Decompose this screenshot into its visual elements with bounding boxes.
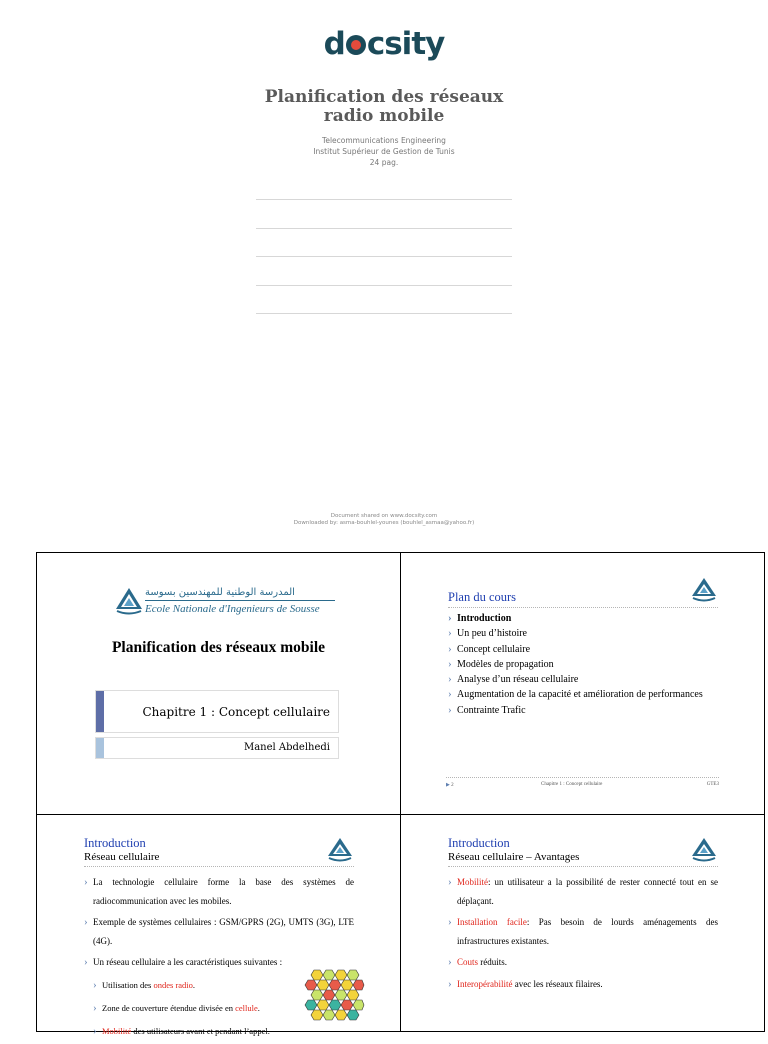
school-emblem-icon — [691, 837, 717, 863]
divider — [256, 313, 512, 342]
divider — [256, 199, 512, 228]
slide-grid — [36, 552, 765, 1036]
footer-class: GTE3 — [706, 782, 719, 787]
page-number — [446, 782, 454, 788]
docsity-logo-mark-icon — [346, 35, 366, 55]
cover-divider-lines — [256, 199, 512, 342]
school-name-arabic: المدرسة الوطنية للمهندسين بسوسة — [145, 587, 295, 598]
document-title — [0, 88, 768, 126]
highlight-text: Mobilité — [457, 877, 488, 887]
highlight-text: Installation facile — [457, 917, 527, 927]
slide-plan — [401, 553, 765, 814]
slide-heading: Introduction — [84, 836, 146, 850]
text-segment: . — [257, 1002, 260, 1013]
document-subject[interactable]: Telecommunications Engineering — [322, 136, 446, 145]
document-title-line1: Planification des réseaux — [264, 87, 504, 107]
list-item: › Un réseau cellulaire a les caractéristiques suivantes : — [84, 953, 354, 972]
text-segment: : Pas besoin de lourds aménagements des infrastructures existantes. — [457, 917, 718, 946]
shared-line: Document shared on www.docsity.com — [330, 513, 438, 519]
text-segment: avec les réseaux filaires. — [512, 978, 603, 989]
course-plan-list — [448, 611, 718, 718]
school-name-underline — [145, 600, 335, 601]
document-title-line2: radio mobile — [323, 106, 445, 126]
course-title: Planification des réseaux mobile — [111, 639, 326, 656]
slide-subheading: Réseau cellulaire – Avantages — [448, 851, 580, 863]
slide-introduction-avantages — [401, 815, 765, 1033]
divider — [256, 256, 512, 285]
page-number-value: 2 — [451, 783, 454, 788]
list-item — [448, 913, 718, 950]
heading-rule — [84, 866, 354, 867]
school-emblem-icon — [327, 837, 353, 863]
school-name-french: Ecole Nationale d'Ingenieurs de Sousse — [145, 603, 320, 615]
list-item: › Contrainte Trafic — [448, 703, 718, 718]
footer-rule — [446, 777, 719, 778]
chapter-box — [95, 690, 339, 733]
school-emblem-icon — [691, 577, 717, 603]
text-segment: réduits. — [478, 957, 508, 967]
chapter-accent-bar — [96, 691, 104, 732]
shared-notice — [0, 513, 768, 527]
school-emblem-icon — [115, 587, 143, 617]
list-item: › Un peu d’histoire — [448, 626, 718, 641]
highlight-text: Mobilité — [102, 1025, 132, 1036]
list-item: › Introduction — [448, 611, 718, 626]
author-box — [95, 737, 339, 759]
text-segment: des utilisateurs avant et pendant l’appel. — [131, 1025, 270, 1036]
slide-heading: Plan du cours — [448, 590, 517, 604]
document-institution[interactable]: Institut Supérieur de Gestion de Tunis — [313, 147, 455, 156]
document-page-count: 24 pag. — [369, 158, 399, 167]
author-accent-bar — [96, 738, 104, 758]
text-segment: Utilisation des — [102, 979, 154, 990]
heading-rule — [448, 607, 718, 608]
slide-introduction-reseau — [37, 815, 400, 1036]
slide-subheading: Réseau cellulaire — [84, 851, 160, 863]
chapter-label: Chapitre 1 : Concept cellulaire — [142, 705, 330, 719]
advantages-bullet-list — [448, 873, 718, 996]
text-segment: . — [192, 979, 196, 990]
divider — [256, 228, 512, 257]
footer-chapter: Chapitre 1 : Concept cellulaire — [541, 782, 603, 787]
list-item: › Modèles de propagation — [448, 657, 718, 672]
divider — [256, 285, 512, 314]
cellular-hexagon-diagram — [300, 968, 364, 1024]
highlight-text: Interopérabilité — [457, 978, 513, 989]
author-name: Manel Abdelhedi — [243, 742, 330, 753]
list-item: › Augmentation de la capacité et amélioration de performances — [448, 687, 718, 702]
slide-heading: Introduction — [448, 836, 510, 850]
list-item — [448, 873, 718, 910]
list-item: › Exemple de systèmes cellulaires : GSM/GPRS (2G), UMTS (3G), LTE (4G). — [84, 913, 354, 950]
document-meta — [0, 135, 768, 168]
list-item — [448, 953, 718, 972]
text-segment: Zone de couverture étendue divisée en — [102, 1002, 236, 1013]
list-item: › Analyse d’un réseau cellulaire — [448, 672, 718, 687]
list-item — [448, 975, 718, 994]
list-item: › Concept cellulaire — [448, 642, 718, 657]
text-segment: : un utilisateur a la possibilité de rester connecté tout en se déplaçant. — [457, 877, 718, 906]
heading-rule — [448, 866, 718, 867]
slide-title-page — [37, 553, 400, 814]
downloaded-line: Downloaded by: asma-bouhlel-younes (bouhlel_asmaa@yahoo.fr) — [293, 520, 475, 526]
footer-arrow-icon: ▶ — [446, 783, 450, 788]
docsity-logo: d csity — [323, 26, 445, 62]
highlight-text: ondes radio — [153, 979, 193, 990]
list-item: › La technologie cellulaire forme la base des systèmes de radiocommunication avec les mobiles. — [84, 873, 354, 910]
highlight-text: Couts — [457, 957, 479, 967]
highlight-text: cellule — [235, 1002, 258, 1013]
school-logo — [115, 583, 345, 623]
